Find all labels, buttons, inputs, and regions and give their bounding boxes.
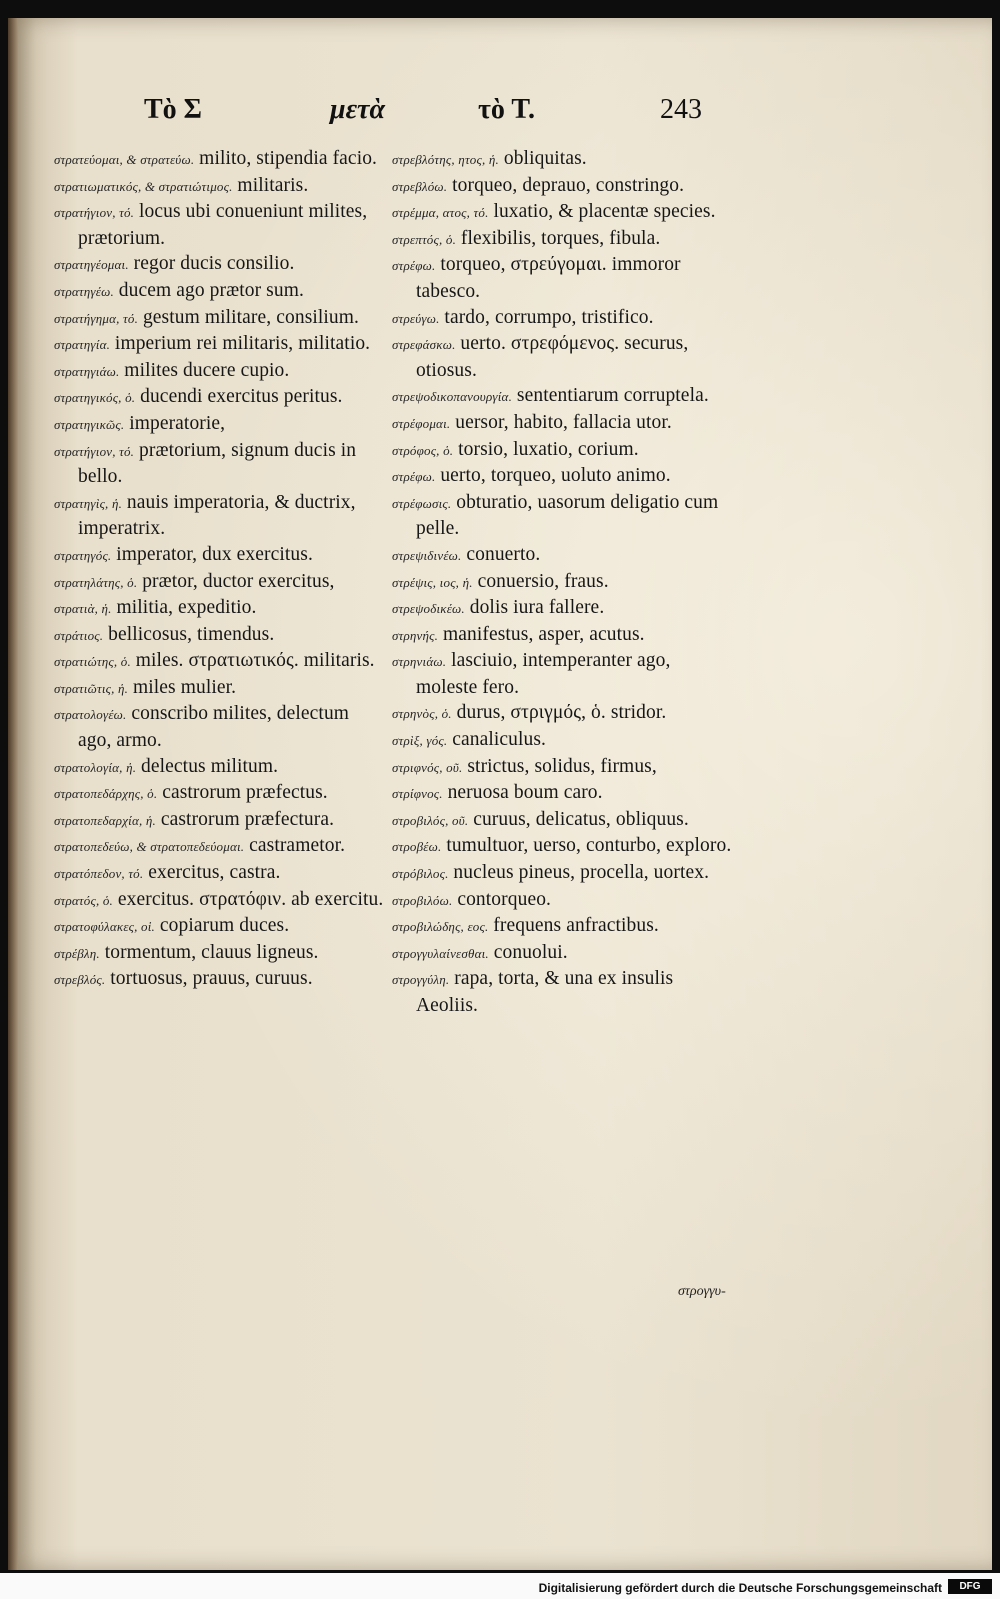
greek-headword: στρατήγημα, τό.	[54, 310, 139, 326]
dictionary-entry	[392, 648, 732, 700]
dictionary-entry	[54, 278, 384, 305]
dictionary-entry	[392, 199, 732, 226]
latin-gloss: uersor, habito, fallacia utor.	[455, 411, 672, 433]
greek-headword: στρεψιδινέω.	[392, 547, 462, 563]
dictionary-entry	[392, 833, 732, 860]
dictionary-entry	[392, 595, 732, 622]
dictionary-entry	[54, 595, 384, 622]
latin-gloss: lasciuio, intemperanter ago, moleste fero.	[416, 650, 671, 698]
greek-headword: στρατηλάτης, ὁ.	[54, 574, 138, 590]
greek-headword: στρηνιάω.	[392, 654, 447, 670]
greek-headword: στρατιῶτις, ἡ.	[54, 680, 129, 696]
running-head-middle: μετὰ	[330, 94, 385, 125]
latin-gloss: obliquitas.	[503, 148, 587, 169]
latin-gloss: conuolui.	[493, 941, 568, 963]
latin-gloss: neruosa boum caro.	[447, 782, 603, 804]
dictionary-entry	[54, 542, 384, 569]
latin-gloss: imperatorie,	[129, 412, 226, 434]
latin-gloss: miles. στρατιωτικός. militaris.	[135, 650, 375, 672]
greek-headword: στρεβλότης, ητος, ἡ.	[392, 152, 499, 167]
page-number: 243	[660, 94, 702, 125]
greek-headword: στρατηγός.	[54, 547, 112, 563]
dictionary-entry	[392, 860, 732, 887]
latin-gloss: prætor, ductor exercitus,	[142, 570, 335, 592]
greek-headword: στρεψοδικέω.	[392, 601, 465, 617]
dictionary-entry	[392, 173, 732, 200]
latin-gloss: conscribo milites, delectum ago, armo.	[78, 703, 350, 752]
dictionary-entry	[392, 700, 732, 727]
dictionary-entry	[54, 358, 384, 385]
greek-headword: στρατηγέω.	[54, 283, 114, 299]
greek-headword: στρεψοδικοπανουργία.	[392, 389, 513, 405]
greek-headword: στρέμμα, ατος, τό.	[392, 205, 489, 221]
dictionary-entry	[392, 966, 732, 1018]
latin-gloss: ducem ago prætor sum.	[118, 279, 304, 301]
latin-gloss: tardo, corrumpo, tristifico.	[444, 306, 654, 328]
dictionary-entry	[54, 438, 384, 490]
dictionary-entry	[392, 437, 732, 464]
greek-headword: στρεπτός, ὁ.	[392, 231, 457, 247]
dictionary-entry	[392, 383, 732, 410]
running-head-left: Τὸ Σ	[144, 94, 202, 125]
latin-gloss: durus, στριγμός, ὁ. stridor.	[456, 702, 667, 724]
latin-gloss: tortuosus, prauus, curuus.	[110, 968, 313, 990]
latin-gloss: contorqueo.	[457, 888, 552, 910]
greek-headword: στροβιλώδης, εος.	[392, 919, 489, 935]
latin-gloss: obturatio, uasorum deligatio cum pelle.	[416, 491, 719, 540]
dictionary-entry	[392, 410, 732, 437]
greek-headword: στρόφος, ὁ.	[392, 442, 454, 458]
catchword: στρογγυ-	[678, 1284, 726, 1299]
latin-gloss: militaris.	[237, 174, 309, 196]
dictionary-entry	[392, 780, 732, 807]
latin-gloss: manifestus, asper, acutus.	[442, 623, 645, 645]
latin-gloss: miles mulier.	[133, 676, 237, 698]
greek-headword: στρατιώτης, ὁ.	[54, 654, 131, 670]
dictionary-entry	[54, 331, 384, 358]
latin-gloss: imperium rei militaris, militatio.	[114, 333, 371, 355]
greek-headword: στρατιὰ, ἡ.	[54, 601, 112, 617]
greek-headword: στρογγυλαίνεσθαι.	[392, 945, 489, 961]
latin-gloss: nucleus pineus, procella, uortex.	[453, 862, 710, 884]
dictionary-entry	[392, 913, 732, 940]
running-head-right: τὸ Τ.	[478, 94, 535, 125]
dictionary-entry	[54, 146, 384, 173]
greek-headword: στρέφω.	[392, 469, 436, 485]
greek-headword: στροβιλόω.	[392, 892, 453, 908]
greek-headword: στρατοφύλακες, οἱ.	[54, 919, 155, 935]
latin-gloss: strictus, solidus, firmus,	[467, 755, 657, 777]
latin-gloss: curuus, delicatus, obliquus.	[473, 808, 689, 830]
greek-headword: στρατολογέω.	[54, 707, 127, 723]
dictionary-entry	[54, 675, 384, 702]
latin-gloss: ducendi exercitus peritus.	[140, 386, 343, 408]
latin-gloss: gestum militare, consilium.	[142, 306, 360, 328]
greek-headword: στρατόπεδον, τό.	[54, 866, 144, 882]
greek-headword: στρογγύλη.	[392, 972, 450, 988]
greek-headword: στρατηγὶς, ἡ.	[54, 495, 123, 511]
dictionary-entry	[54, 966, 384, 993]
dictionary-entry	[392, 226, 732, 253]
dictionary-entry	[54, 622, 384, 649]
dictionary-entry	[54, 569, 384, 596]
greek-headword: στρατολογία, ἡ.	[54, 759, 137, 775]
latin-gloss: dolis iura fallere.	[469, 597, 605, 619]
greek-headword: στρὶξ, γός.	[392, 733, 448, 749]
greek-headword: στροβιλός, οῦ.	[392, 812, 469, 828]
dictionary-entry	[392, 490, 732, 542]
dictionary-entry	[392, 727, 732, 754]
latin-gloss: torqueo, deprauo, constringo.	[452, 174, 685, 196]
greek-headword: στρεφάσκω.	[392, 337, 456, 353]
dictionary-entry	[54, 305, 384, 332]
latin-gloss: conuersio, fraus.	[477, 570, 609, 592]
greek-headword: στρατήγιον, τό.	[54, 443, 135, 459]
dfg-logo: DFG	[948, 1579, 992, 1594]
greek-headword: στρατηγία.	[54, 337, 111, 353]
dictionary-entry	[392, 569, 732, 596]
dictionary-entry	[54, 251, 384, 278]
book-page	[8, 18, 992, 1570]
dictionary-entry	[392, 146, 732, 173]
dictionary-entry	[392, 807, 732, 834]
latin-gloss: castrametor.	[249, 835, 346, 857]
latin-gloss: castrorum præfectura.	[160, 808, 335, 830]
greek-headword: στράτιος.	[54, 627, 104, 643]
dictionary-entry	[54, 833, 384, 860]
latin-gloss: torqueo, στρεύγομαι. immoror tabesco.	[416, 254, 681, 302]
footer-credit: Digitalisierung gefördert durch die Deutsche Forschungsgemeinschaft	[538, 1581, 942, 1595]
dictionary-entry	[54, 384, 384, 411]
latin-gloss: castrorum præfectus.	[162, 782, 328, 804]
greek-headword: στρέψις, ιος, ἡ.	[392, 574, 473, 590]
latin-gloss: imperator, dux exercitus.	[116, 543, 313, 565]
dictionary-entry	[54, 648, 384, 675]
greek-headword: στρατηγικός, ὁ.	[54, 390, 136, 406]
dictionary-entry	[392, 940, 732, 967]
dictionary-entry	[54, 173, 384, 200]
dictionary-entry	[392, 754, 732, 781]
dictionary-entry	[392, 622, 732, 649]
latin-gloss: luxatio, & placentæ species.	[493, 201, 716, 223]
latin-gloss: bellicosus, timendus.	[108, 623, 275, 645]
greek-headword: στρατοπεδεύω, & στρατοπεδεύομαι.	[54, 839, 245, 855]
dictionary-entry	[54, 754, 384, 781]
dictionary-entry	[392, 463, 732, 490]
greek-headword: στρηνής.	[392, 627, 439, 643]
dictionary-entry	[392, 252, 732, 304]
latin-gloss: exercitus, castra.	[148, 862, 281, 884]
latin-gloss: locus ubi conueniunt milites, prætorium.	[78, 201, 368, 249]
latin-gloss: prætorium, signum ducis in bello.	[78, 439, 357, 488]
latin-gloss: frequens anfractibus.	[493, 915, 659, 937]
dictionary-entry	[392, 305, 732, 332]
latin-gloss: milito, stipendia facio.	[199, 148, 378, 169]
dictionary-entry	[54, 913, 384, 940]
latin-gloss: delectus militum.	[141, 755, 279, 777]
latin-gloss: flexibilis, torques, fibula.	[460, 227, 661, 249]
latin-gloss: uerto. στρεφόμενος. securus, otiosus.	[416, 333, 689, 381]
dictionary-entry	[54, 411, 384, 438]
greek-headword: στρέφωσις.	[392, 495, 452, 511]
latin-gloss: copiarum duces.	[159, 915, 290, 937]
latin-gloss: regor ducis consilio.	[133, 253, 295, 275]
footer-bar	[0, 1573, 1000, 1599]
running-head	[8, 94, 992, 134]
greek-headword: στρέβλη.	[54, 945, 100, 961]
greek-headword: στρεβλόω.	[392, 178, 448, 194]
latin-gloss: canaliculus.	[452, 729, 547, 751]
dictionary-entry	[54, 940, 384, 967]
dictionary-entry	[392, 542, 732, 569]
right-column	[392, 146, 732, 1019]
greek-headword: στρατός, ὁ.	[54, 892, 114, 908]
latin-gloss: torsio, luxatio, corium.	[458, 438, 639, 460]
page-gutter-shadow	[8, 18, 18, 1570]
greek-headword: στρατοπεδαρχία, ἡ.	[54, 812, 156, 828]
greek-headword: στροβέω.	[392, 839, 442, 855]
dictionary-entry	[54, 490, 384, 542]
dictionary-entry	[54, 199, 384, 251]
dictionary-entry	[54, 887, 384, 914]
latin-gloss: tormentum, clauus ligneus.	[104, 941, 319, 963]
dictionary-entry	[54, 807, 384, 834]
greek-headword: στρατοπεδάρχης, ὁ.	[54, 786, 158, 802]
greek-headword: στρηνὸς, ὁ.	[392, 706, 452, 722]
greek-headword: στρατιωματικός, & στρατιώτιμος.	[54, 178, 233, 194]
left-column	[54, 146, 384, 993]
latin-gloss: uerto, torqueo, uoluto animo.	[440, 465, 671, 487]
greek-headword: στρεβλός.	[54, 972, 106, 988]
greek-headword: στρέφω.	[392, 258, 436, 274]
latin-gloss: tumultuor, uerso, conturbo, exploro.	[446, 835, 732, 857]
greek-headword: στρατηγικῶς.	[54, 416, 125, 432]
latin-gloss: nauis imperatoria, & ductrix, imperatrix.	[78, 491, 356, 540]
greek-headword: στρατηγιάω.	[54, 363, 120, 379]
dictionary-entry	[392, 887, 732, 914]
greek-headword: στρατηγέομαι.	[54, 257, 129, 273]
latin-gloss: sententiarum corruptela.	[516, 385, 709, 407]
latin-gloss: rapa, torta, & una ex insulis Aeoliis.	[416, 968, 674, 1016]
latin-gloss: milites ducere cupio.	[124, 359, 290, 381]
greek-headword: στρέφομαι.	[392, 415, 451, 431]
dictionary-entry	[392, 331, 732, 383]
dictionary-entry	[54, 860, 384, 887]
greek-headword: στρίφνος.	[392, 786, 443, 802]
greek-headword: στριφνός, οῦ.	[392, 759, 463, 775]
latin-gloss: exercitus. στρατόφιν. ab exercitu.	[117, 888, 384, 910]
greek-headword: στρατήγιον, τό.	[54, 205, 135, 221]
latin-gloss: conuerto.	[466, 543, 541, 565]
greek-headword: στρεύγω.	[392, 310, 440, 326]
greek-headword: στρόβιλος.	[392, 866, 449, 882]
greek-headword: στρατεύομαι, & στρατεύω.	[54, 152, 195, 167]
latin-gloss: militia, expeditio.	[116, 597, 257, 619]
dictionary-entry	[54, 701, 384, 753]
dictionary-entry	[54, 780, 384, 807]
